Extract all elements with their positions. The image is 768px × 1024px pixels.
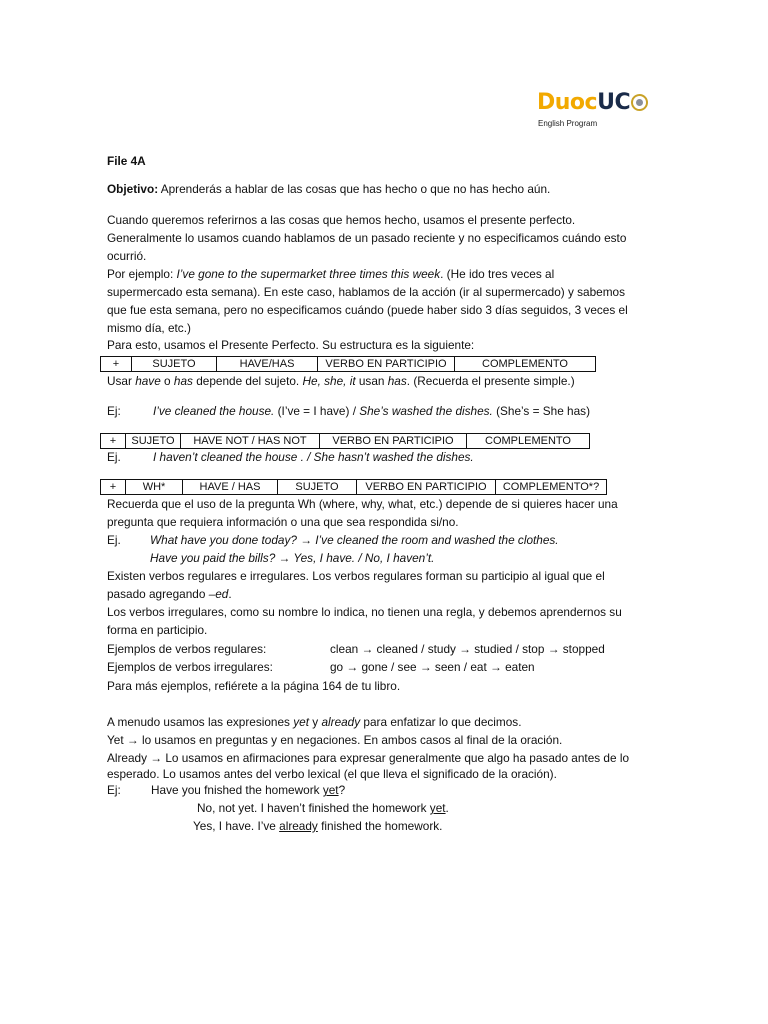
table-cell: SUJETO [278,480,357,495]
table-cell: + [101,434,126,449]
file-title: File 4A [107,154,146,168]
ej-affirmative: I’ve cleaned the house. (I’ve = I have) / She’s washed the dishes. (She’s = She has) [153,404,590,418]
table-row [101,357,596,372]
ej-yet-negative: No, not yet. I haven’t finished the homework yet. [197,801,449,815]
table-cell: VERBO EN PARTICIPIO [320,434,467,449]
table-cell: HAVE / HAS [183,480,278,495]
ej-neg-label: Ej. [107,450,121,464]
yet-line: Yet → lo usamos en preguntas y en negaciones. En ambos casos al final de la oración. [107,733,563,747]
already-line-2: esperado. Lo usamos antes del verbo lexical (el que lleva el significado de la oración). [107,767,557,781]
ej-yet-question: Have you fnished the homework yet? [151,783,346,797]
usage-note: Usar have o has depende del sujeto. He, she, it usan has. (Recuerda el presente simple.) [107,374,575,388]
table-cell: HAVE NOT / HAS NOT [181,434,320,449]
intro-line-2: Generalmente lo usamos cuando hablamos de un pasado reciente y no especificamos cuándo esto [107,231,627,245]
example-line-4: mismo día, etc.) [107,321,191,335]
table-cell: SUJETO [132,357,217,372]
ej-label: Ej: [107,404,121,418]
regular-line-2: pasado agregando –ed. [107,587,232,601]
arrow-icon: → [300,533,312,547]
example-line-3: que fue esta semana, pero no especificamos cuándo (puede haber sido 3 días seguidos, 3 veces el [107,303,628,317]
example-sentence: I’ve gone to the supermarket three times this week [176,267,441,281]
table-cell: COMPLEMENTO [455,357,596,372]
regular-line-1: Existen verbos regulares e irregulares. Los verbos regulares forman su participio al igual que el [107,569,605,583]
objective [107,182,550,197]
example-line-1: Por ejemplo: I’ve gone to the supermarket three times this week. (He ido tres veces al [107,267,555,281]
table-row [101,480,607,495]
ej-question-2: Have you paid the bills? → Yes, I have. / No, I haven’t. [150,551,435,565]
table-cell: SUJETO [126,434,181,449]
ej-question-1: What have you done today? → I’ve cleaned the room and washed the clothes. [150,533,559,547]
intro-line-3: ocurrió. [107,249,147,263]
ej-already: Yes, I have. I’ve already finished the homework. [193,819,443,833]
negative-structure-table [100,433,590,449]
intro-line-1: Cuando queremos referirnos a las cosas que hemos hecho, usamos el presente perfecto. [107,213,576,227]
table-cell: VERBO EN PARTICIPIO [357,480,496,495]
ej-q-label: Ej. [107,533,121,547]
structure-intro: Para esto, usamos el Presente Perfecto. Su estructura es la siguiente: [107,338,475,352]
objective-text: Aprenderás a hablar de las cosas que has hecho o que no has hecho aún. [158,182,551,196]
more-examples: Para más ejemplos, refiérete a la página 164 de tu libro. [107,679,401,693]
affirmative-structure-table [100,356,596,372]
table-cell: COMPLEMENTO [467,434,590,449]
examples-irregular: Ejemplos de verbos irregulares: go → gone / see → seen / eat → eaten [107,660,535,674]
wh-note-2: pregunta que requiera información o una que sea respondida si/no. [107,515,459,529]
arrow-icon: → [278,551,291,565]
logo-wordmark: DuocUC [537,91,657,115]
irregular-line-1: Los verbos irregulares, como su nombre lo indica, no tienen una regla, y debemos aprendernos su [107,605,622,619]
question-structure-table [100,479,607,495]
duocuc-logo [537,91,657,139]
ej-negative: I haven’t cleaned the house . / She hasn’t washed the dishes. [153,450,474,464]
ej-yet-label: Ej: [107,783,121,797]
yet-already-intro: A menudo usamos las expresiones yet y already para enfatizar lo que decimos. [107,715,522,729]
table-cell: COMPLEMENTO*? [496,480,607,495]
table-cell: VERBO EN PARTICIPIO [318,357,455,372]
example-line-2: supermercado esta semana). En este caso, hablamos de la acción (ir al supermercado) y sabemos [107,285,626,299]
table-cell: WH* [126,480,183,495]
table-cell: HAVE/HAS [217,357,318,372]
table-row [101,434,590,449]
table-cell: + [101,357,132,372]
objective-label: Objetivo: [107,182,159,196]
table-cell: + [101,480,126,495]
logo-subtitle: English Program [538,119,598,128]
irregular-line-2: forma en participio. [107,623,208,637]
examples-regular: Ejemplos de verbos regulares: clean → cleaned / study → studied / stop → stopped [107,642,605,656]
wh-note-1: Recuerda que el uso de la pregunta Wh (where, why, what, etc.) depende de si quieres hacer una [107,497,618,511]
seal-icon [631,94,648,111]
already-line-1: Already → Lo usamos en afirmaciones para expresar generalmente que algo ha pasado antes de lo [107,751,630,765]
